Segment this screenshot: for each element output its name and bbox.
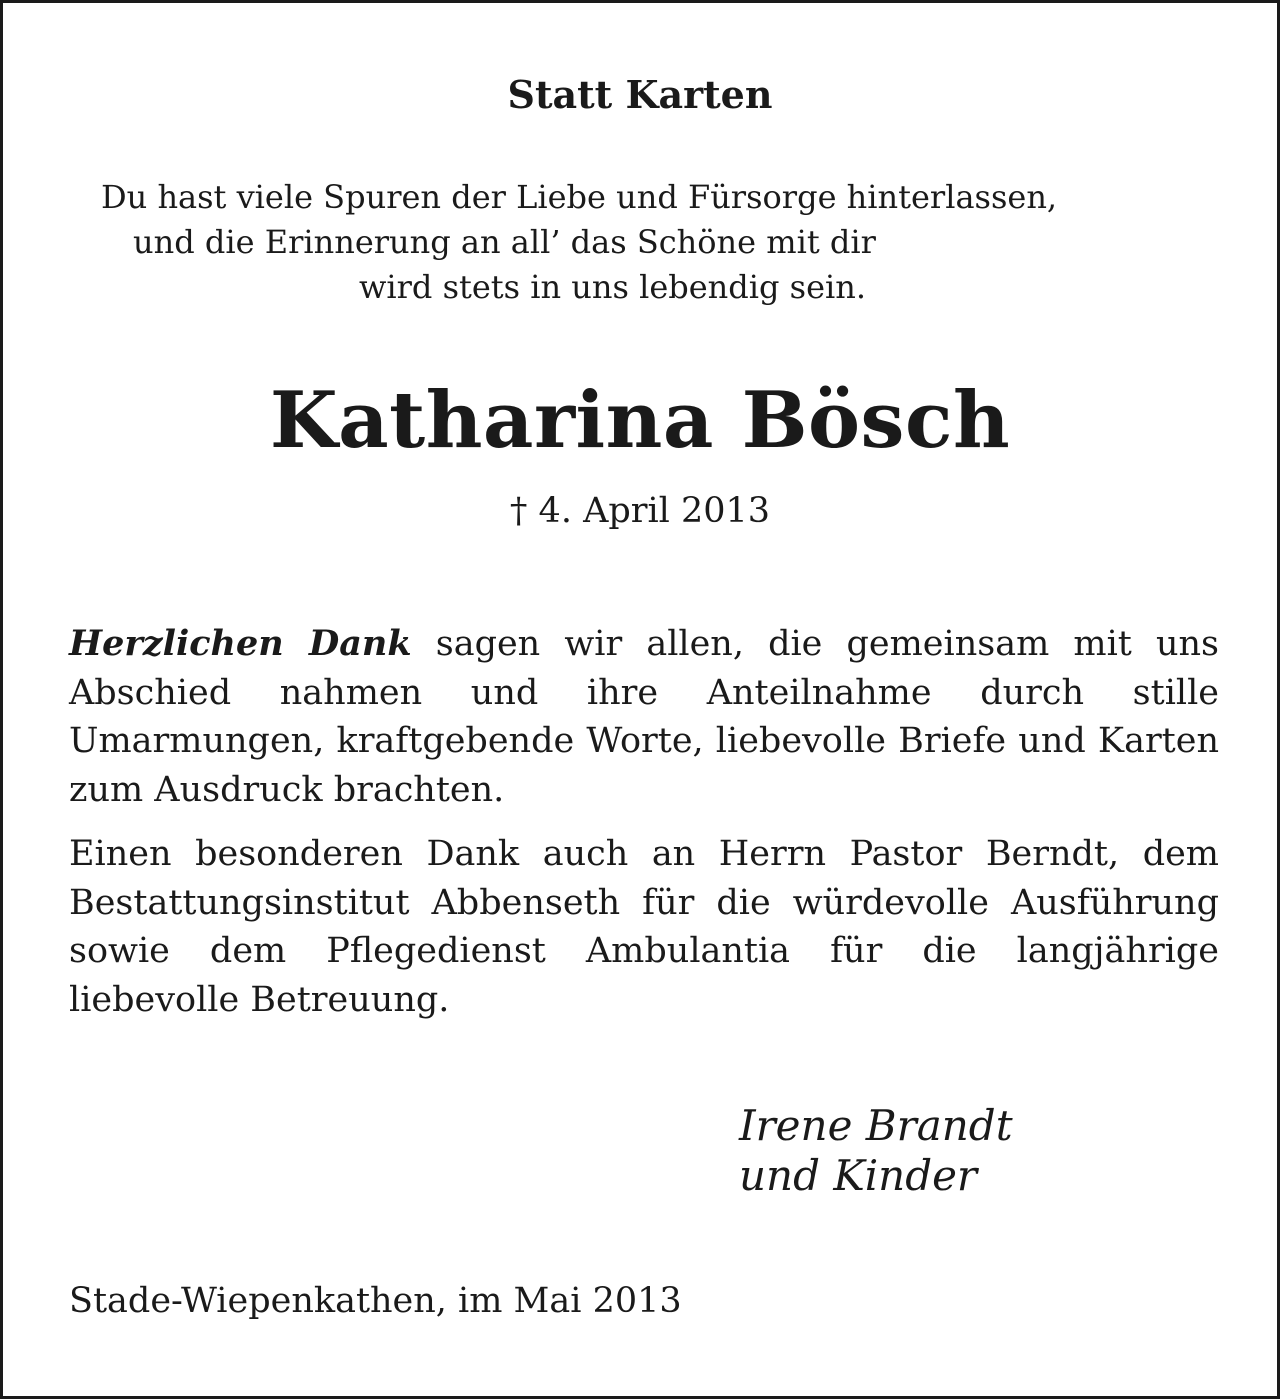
thanks-paragraph	[69, 620, 1219, 814]
verse-line-2: und die Erinnerung an all’ das Schöne mit dir	[133, 223, 876, 261]
signature-line-1: Irene Brandt	[739, 1101, 1013, 1150]
verse-line-1: Du hast viele Spuren der Liebe und Fürsorge hinterlassen,	[101, 178, 1058, 216]
verse-line-3: wird stets in uns lebendig sein.	[359, 268, 867, 306]
notice-heading: Statt Karten	[507, 72, 773, 117]
thanks-lead: Herzlichen Dank	[69, 623, 412, 664]
death-date: † 4. April 2013	[509, 491, 771, 531]
special-thanks-paragraph: Einen besonderen Dank auch an Herrn Pastor Berndt, dem Bestattungsinstitut Abbenseth für die würdevolle Ausführung sowie dem Pflegedienst Ambulantia für die langjährige liebevolle Betreuung.	[69, 834, 1219, 1020]
deceased-name: Katharina Bösch	[269, 375, 1011, 466]
place-date: Stade-Wiepenkathen, im Mai 2013	[69, 1281, 682, 1321]
thanks-text: sagen wir allen, die gemeinsam mit uns Abschied nahmen und ihre Anteilnahme durch stille Umarmungen, kraftgebende Worte, liebevolle Briefe und Karten zum Ausdruck brachten.	[69, 624, 1219, 810]
signature-line-2: und Kinder	[739, 1151, 978, 1200]
